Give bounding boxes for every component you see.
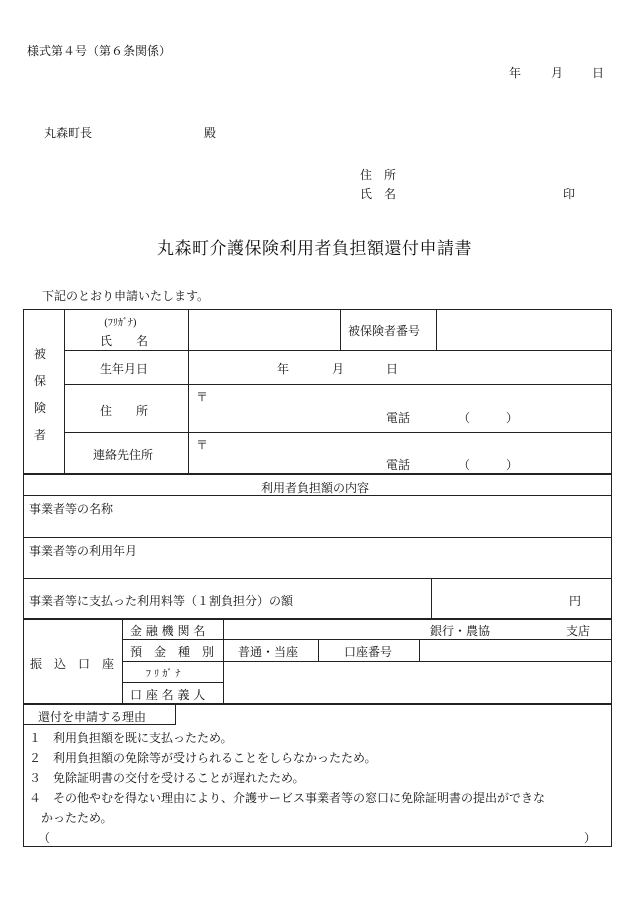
contact-address-label: 連絡先住所 bbox=[93, 448, 154, 462]
seal-label: 印 bbox=[563, 187, 576, 201]
honorific: 殿 bbox=[204, 126, 217, 140]
holder-furigana-label: ﾌ ﾘ ｶﾞ ﾅ bbox=[146, 669, 181, 680]
burden-heading: 利用者負担額の内容 bbox=[260, 481, 369, 495]
address-label: 住 所 bbox=[100, 404, 149, 418]
addressee: 丸森町長 bbox=[44, 126, 93, 140]
reason-item-4: ４ その他やむを得ない理由により、介護サービス事業者等の窓口に免除証明書の提出ができな bbox=[29, 791, 546, 805]
birthdate-label: 生年月日 bbox=[100, 362, 149, 376]
form-number: 様式第４号（第６条関係） bbox=[27, 44, 172, 58]
insured-number-label: 被保険者番号 bbox=[348, 324, 421, 338]
contact-phone-paren: （ ） bbox=[458, 458, 519, 472]
phone-label: 電話 bbox=[386, 411, 411, 425]
furigana-label: (ﾌﾘｶﾞﾅ) bbox=[104, 318, 137, 329]
date-year-label: 年 bbox=[509, 66, 522, 80]
transfer-account-label: 振 込 口 座 bbox=[30, 657, 115, 671]
date-month-label: 月 bbox=[551, 66, 564, 80]
bank-suffix: 銀行・農協 bbox=[430, 624, 491, 638]
insured-section-label: 被 保 険 者 bbox=[34, 347, 47, 442]
contact-postal-mark: 〒 bbox=[196, 438, 209, 452]
name-field[interactable] bbox=[189, 310, 339, 350]
account-holder-label: 口 座 名 義 人 bbox=[130, 688, 206, 702]
reason-item-1: １ 利用負担額を既に支払ったため。 bbox=[29, 731, 233, 745]
usage-month-label: 事業者等の利用年月 bbox=[29, 544, 138, 558]
birth-year-label: 年 bbox=[277, 362, 290, 376]
deposit-type-label: 預 金 種 別 bbox=[130, 645, 215, 659]
paid-amount-label: 事業者等に支払った利用料等（１割負担分）の額 bbox=[29, 594, 294, 608]
postal-mark: 〒 bbox=[196, 390, 209, 404]
reason-item-4-cont: かったため。 bbox=[29, 811, 113, 825]
reason-item-2: ２ 利用負担額の免除等が受けられることをしらなかったため。 bbox=[29, 751, 377, 765]
phone-paren: （ ） bbox=[458, 411, 519, 425]
date-day-label: 日 bbox=[592, 66, 605, 80]
insured-number-field[interactable] bbox=[437, 310, 611, 350]
birth-day-label: 日 bbox=[386, 362, 399, 376]
yen-label: 円 bbox=[569, 594, 582, 608]
birth-month-label: 月 bbox=[332, 362, 345, 376]
reasons-heading: 還付を申請する理由 bbox=[38, 710, 147, 724]
reason-open-paren: （ bbox=[38, 831, 51, 845]
page-title: 丸森町介護保険利用者負担額還付申請書 bbox=[157, 239, 472, 259]
name-label: 氏 名 bbox=[100, 334, 149, 348]
applicant-address-label: 住 所 bbox=[360, 168, 397, 182]
branch-suffix: 支店 bbox=[566, 624, 591, 638]
account-number-label: 口座番号 bbox=[344, 645, 393, 659]
deposit-type-value: 普通・当座 bbox=[238, 645, 299, 659]
reason-close-paren: ） bbox=[584, 831, 597, 845]
reason-item-3: ３ 免除証明書の交付を受けることが遅れたため。 bbox=[29, 771, 305, 785]
provider-name-label: 事業者等の名称 bbox=[29, 502, 114, 516]
contact-phone-label: 電話 bbox=[386, 458, 411, 472]
bank-name-label: 金 融 機 関 名 bbox=[130, 624, 206, 638]
account-number-field[interactable] bbox=[420, 640, 611, 661]
intro-text: 下記のとおり申請いたします。 bbox=[42, 289, 210, 303]
applicant-name-label: 氏 名 bbox=[360, 187, 397, 201]
